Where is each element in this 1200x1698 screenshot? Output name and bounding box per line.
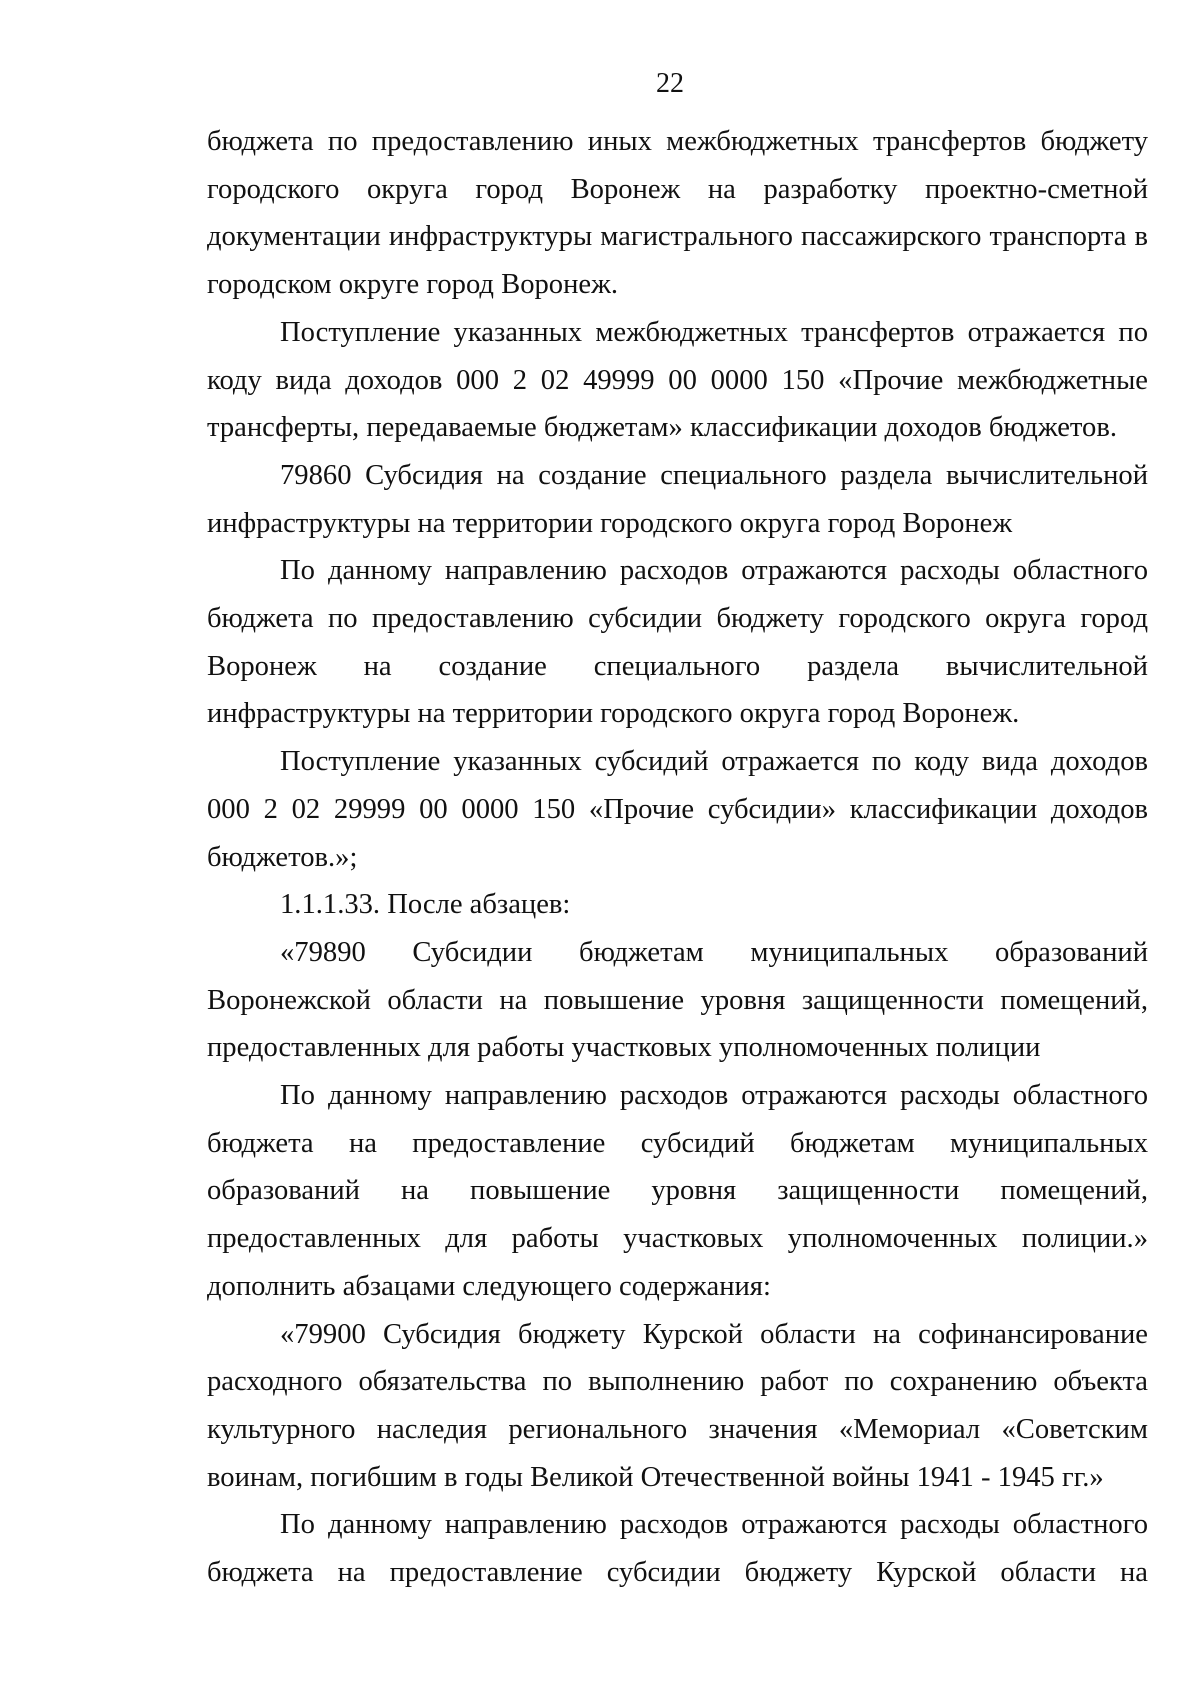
paragraph-3: 79860 Субсидия на создание специального раздела вычислительной инфраструктуры на территории городского округа город Воронеж xyxy=(207,459,1148,539)
paragraph-2: Поступление указанных межбюджетных трансфертов отражается по коду вида доходов 000 2 02 49999 00 0000 150 «Прочие межбюджетные трансферты, передаваемые бюджетам» классификации доходов бюджетов. xyxy=(207,316,1148,444)
paragraph-5: Поступление указанных субсидий отражается по коду вида доходов 000 2 02 29999 00 0000 150 «Прочие субсидии» классификации доходов бюджетов.»; xyxy=(207,746,1148,873)
paragraph-4: По данному направлению расходов отражаются расходы областного бюджета по предоставлению субсидии бюджету городского округа город Воронеж на создание специального раздела вычислительной инфраструктуры на территории городского округа город Воронеж. xyxy=(207,555,1148,730)
paragraph-10: По данному направлению расходов отражаются расходы областного бюджета на предоставление субсидии бюджету Курской области на xyxy=(207,1509,1148,1589)
page-number: 22 xyxy=(656,68,684,99)
paragraph-8: По данному направлению расходов отражаются расходы областного бюджета на предоставление субсидий бюджетам муниципальных образований на повышение уровня защищенности помещений, предоставленных для работы участковых уполномоченных полиции.» дополнить абзацами следующего содержания: xyxy=(207,1080,1148,1302)
document-body xyxy=(207,118,1148,1597)
paragraph-6: 1.1.1.33. После абзацев: xyxy=(280,889,571,921)
paragraph-9: «79900 Субсидия бюджету Курской области на софинансирование расходного обязательства по выполнению работ по сохранению объекта культурного наследия регионального значения «Мемориал «Советским воинам, погибшим в годы Великой Отечественной войны 1941 - 1945 гг.» xyxy=(207,1318,1148,1493)
paragraph-7: «79890 Субсидии бюджетам муниципальных образований Воронежской области на повышение уровня защищенности помещений, предоставленных для работы участковых уполномоченных полиции xyxy=(207,936,1148,1064)
paragraph-1: бюджета по предоставлению иных межбюджетных трансфертов бюджету городского округа город Воронеж на разработку проектно-сметной документации инфраструктуры магистрального пассажирского транспорта в городском округе город Воронеж. xyxy=(207,126,1148,301)
